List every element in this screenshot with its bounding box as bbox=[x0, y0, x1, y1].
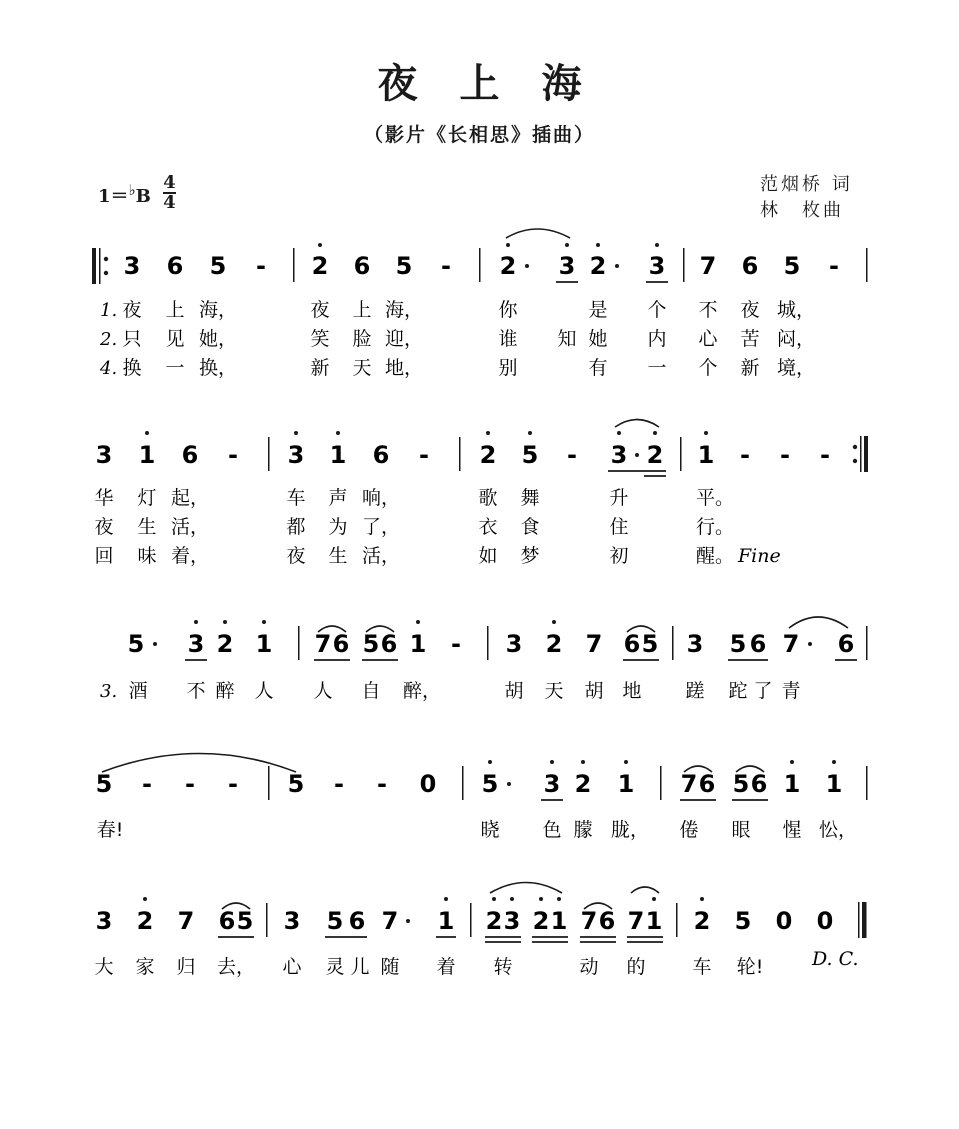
slur bbox=[789, 617, 848, 628]
lyrics-row-3 bbox=[100, 680, 801, 702]
lyric: 天 bbox=[544, 680, 564, 702]
lyric: 色 bbox=[542, 819, 562, 841]
lyric: 胡 bbox=[504, 680, 524, 702]
svg-text:-: - bbox=[377, 770, 387, 798]
lyric: 住 bbox=[609, 516, 629, 538]
lyric: 回 bbox=[94, 545, 114, 567]
lyrics-row-5 bbox=[94, 948, 858, 978]
flat-sign: ♭ bbox=[128, 181, 136, 199]
svg-text:5: 5 bbox=[641, 630, 659, 658]
svg-text:-: - bbox=[419, 441, 429, 469]
lyric: 笑 bbox=[310, 328, 330, 350]
lyric: 车 bbox=[286, 487, 306, 509]
repeat-start-sign bbox=[92, 248, 108, 284]
final-barline bbox=[858, 902, 867, 938]
measure-18 bbox=[284, 897, 456, 937]
lyric: 动 bbox=[579, 956, 599, 978]
lyric: 换 bbox=[122, 357, 142, 379]
lyric: 地 bbox=[622, 680, 642, 702]
svg-text:5: 5 bbox=[729, 630, 747, 658]
lyric: 活， bbox=[170, 516, 210, 538]
svg-text:3: 3 bbox=[686, 630, 704, 658]
lyric: 大 bbox=[94, 956, 114, 978]
lyric: 生 bbox=[137, 516, 157, 538]
barline bbox=[487, 626, 489, 660]
lyric: 眼 bbox=[731, 819, 751, 841]
svg-text:2: 2 bbox=[589, 252, 607, 280]
lyric: 转 bbox=[493, 956, 513, 978]
lyric: 一 bbox=[165, 357, 185, 379]
lyric: 换， bbox=[198, 357, 238, 379]
measure-17 bbox=[96, 897, 254, 937]
measure-19 bbox=[485, 883, 663, 943]
svg-text:2: 2 bbox=[545, 630, 563, 658]
svg-text:3: 3 bbox=[187, 630, 205, 658]
svg-text:7: 7 bbox=[314, 630, 332, 658]
lyric: 人 bbox=[254, 680, 274, 702]
svg-text:6: 6 bbox=[332, 630, 350, 658]
lyric: 醉， bbox=[402, 680, 442, 702]
barline bbox=[462, 766, 464, 800]
svg-text:-: - bbox=[567, 441, 577, 469]
lyric: 的 bbox=[626, 956, 646, 978]
lyric: 行。 bbox=[695, 516, 735, 538]
verse-number-4: 4. bbox=[100, 358, 118, 379]
measure-3 bbox=[500, 229, 668, 282]
svg-text:6: 6 bbox=[598, 907, 616, 935]
svg-text:2: 2 bbox=[693, 907, 711, 935]
svg-text:2: 2 bbox=[499, 252, 517, 280]
lyric: 食 bbox=[520, 516, 540, 538]
lyric: 朦 bbox=[573, 819, 593, 841]
svg-text:3: 3 bbox=[505, 630, 523, 658]
lyric: 醉 bbox=[215, 680, 235, 702]
lyric: 随 bbox=[380, 956, 400, 978]
barline bbox=[298, 626, 300, 660]
measure-8 bbox=[698, 431, 830, 469]
measure-5 bbox=[96, 431, 238, 469]
measure-4 bbox=[700, 252, 839, 280]
lyric: 夜 bbox=[94, 516, 114, 538]
lyric: 胡 bbox=[584, 680, 604, 702]
lyric: 春! bbox=[96, 819, 124, 841]
svg-text:3: 3 bbox=[287, 441, 305, 469]
lyric: 上 bbox=[352, 299, 372, 321]
lyric: 灵 bbox=[325, 956, 345, 978]
slur bbox=[615, 420, 659, 428]
svg-text:0: 0 bbox=[419, 770, 437, 798]
key-prefix: 1＝ bbox=[98, 186, 129, 207]
key-note: B bbox=[135, 186, 151, 207]
barline bbox=[672, 626, 674, 660]
lyric: 惺 bbox=[782, 819, 802, 841]
lyric: 青 bbox=[781, 680, 801, 702]
svg-text:6: 6 bbox=[348, 907, 366, 935]
measure-6 bbox=[288, 431, 429, 469]
lyric: 平。 bbox=[695, 487, 735, 509]
svg-text:7: 7 bbox=[680, 770, 698, 798]
lyric: 响， bbox=[361, 487, 401, 509]
barline bbox=[268, 437, 270, 471]
svg-text:6: 6 bbox=[698, 770, 716, 798]
svg-text:2: 2 bbox=[479, 441, 497, 469]
svg-text:5: 5 bbox=[783, 252, 801, 280]
svg-text:2: 2 bbox=[646, 441, 664, 469]
svg-text:1: 1 bbox=[409, 630, 427, 658]
svg-text:-: - bbox=[829, 252, 839, 280]
svg-text:5: 5 bbox=[362, 630, 380, 658]
lyric: 别 bbox=[498, 357, 518, 379]
measure-10 bbox=[314, 620, 461, 660]
lyric: 海， bbox=[384, 299, 424, 321]
barline bbox=[479, 248, 481, 282]
measure-7 bbox=[480, 420, 666, 477]
svg-text:1: 1 bbox=[617, 770, 635, 798]
song-title: 夜上海 bbox=[377, 60, 624, 107]
staff-row-5 bbox=[96, 883, 867, 943]
svg-text:2: 2 bbox=[574, 770, 592, 798]
lyric: 夜 bbox=[740, 299, 760, 321]
lyric: 儿 bbox=[350, 956, 370, 978]
svg-text:5: 5 bbox=[326, 907, 344, 935]
svg-text:3: 3 bbox=[95, 907, 113, 935]
lyric: 升 bbox=[609, 487, 629, 509]
svg-text:0: 0 bbox=[816, 907, 834, 935]
barline bbox=[660, 766, 662, 800]
lyric: 谁 bbox=[498, 328, 518, 350]
barline bbox=[266, 903, 268, 937]
lyric: 知 bbox=[557, 328, 577, 350]
measure-1 bbox=[124, 252, 266, 280]
svg-text:6: 6 bbox=[353, 252, 371, 280]
svg-text:6: 6 bbox=[218, 907, 236, 935]
lyric: 为 bbox=[328, 516, 348, 538]
svg-text:6: 6 bbox=[380, 630, 398, 658]
lyric: 心 bbox=[282, 956, 302, 978]
svg-text:2: 2 bbox=[485, 907, 503, 935]
lyrics-row-1 bbox=[99, 299, 815, 379]
measure-16 bbox=[680, 760, 842, 800]
measure-2 bbox=[312, 243, 451, 280]
lyric: 忪， bbox=[818, 819, 858, 841]
lyric: 闷， bbox=[776, 328, 816, 350]
lyric: 心 bbox=[698, 328, 718, 350]
svg-text:2: 2 bbox=[136, 907, 154, 935]
lyric: 胧， bbox=[610, 819, 650, 841]
svg-text:-: - bbox=[441, 252, 451, 280]
lyric: 她， bbox=[198, 328, 238, 350]
svg-text:5: 5 bbox=[521, 441, 539, 469]
svg-text:5: 5 bbox=[732, 770, 750, 798]
svg-text:7: 7 bbox=[699, 252, 717, 280]
lyric: 歌 bbox=[478, 487, 498, 509]
lyric: 都 bbox=[286, 516, 306, 538]
verse-number-2: 2. bbox=[100, 329, 118, 350]
svg-text:5: 5 bbox=[287, 770, 305, 798]
svg-text:2: 2 bbox=[216, 630, 234, 658]
svg-text:-: - bbox=[334, 770, 344, 798]
lyric: 上 bbox=[165, 299, 185, 321]
svg-text:5: 5 bbox=[734, 907, 752, 935]
measure-20 bbox=[694, 897, 834, 935]
lyric: 晓 bbox=[480, 819, 500, 841]
barline bbox=[293, 248, 295, 282]
barline bbox=[470, 903, 472, 937]
svg-text:3: 3 bbox=[503, 907, 521, 935]
lyric: 新 bbox=[310, 357, 330, 379]
svg-text:7: 7 bbox=[782, 630, 800, 658]
fine-marker: Fine bbox=[738, 545, 781, 567]
svg-text:6: 6 bbox=[741, 252, 759, 280]
lyric: 声 bbox=[328, 487, 348, 509]
svg-text:5: 5 bbox=[209, 252, 227, 280]
svg-text:-: - bbox=[256, 252, 266, 280]
svg-text:-: - bbox=[142, 770, 152, 798]
lyrics-row-2 bbox=[94, 487, 780, 567]
lyric: 着， bbox=[170, 545, 210, 567]
lyric: 迎， bbox=[384, 328, 424, 350]
svg-text:1: 1 bbox=[329, 441, 347, 469]
lyric: 酒 bbox=[128, 680, 148, 702]
svg-text:1: 1 bbox=[437, 907, 455, 935]
lyric: 衣 bbox=[478, 516, 498, 538]
lyric: 不 bbox=[186, 680, 206, 702]
svg-text:-: - bbox=[820, 441, 830, 469]
barline bbox=[676, 903, 678, 937]
lyric: 人 bbox=[313, 680, 333, 702]
dc-marker: D. C. bbox=[812, 948, 859, 970]
lyric: 车 bbox=[692, 956, 712, 978]
barline bbox=[866, 766, 868, 800]
barline bbox=[866, 626, 868, 660]
lyric: 内 bbox=[647, 328, 667, 350]
lyric: 倦 bbox=[679, 819, 699, 841]
lyric: 个 bbox=[698, 357, 718, 379]
svg-text:1: 1 bbox=[255, 630, 273, 658]
composer-credit: 林 枚曲 bbox=[760, 200, 844, 221]
lyric: 海， bbox=[198, 299, 238, 321]
svg-text:-: - bbox=[740, 441, 750, 469]
lyric: 城， bbox=[776, 299, 816, 321]
lyric: 活， bbox=[361, 545, 401, 567]
svg-text:6: 6 bbox=[749, 630, 767, 658]
lyric: 了 bbox=[753, 680, 773, 702]
lyric: 见 bbox=[165, 328, 185, 350]
slur bbox=[490, 883, 562, 894]
lyric: 夜 bbox=[286, 545, 306, 567]
lyric: 了， bbox=[361, 516, 401, 538]
svg-text:-: - bbox=[780, 441, 790, 469]
lyric: 自 bbox=[361, 680, 381, 702]
lyricist-credit: 范烟桥 词 bbox=[760, 174, 853, 195]
svg-text:5: 5 bbox=[481, 770, 499, 798]
measure-11 bbox=[506, 620, 659, 660]
lyric: 是 bbox=[588, 299, 608, 321]
barline bbox=[268, 766, 270, 800]
lyric: 生 bbox=[328, 545, 348, 567]
tie bbox=[102, 754, 296, 773]
svg-text:1: 1 bbox=[645, 907, 663, 935]
svg-text:2: 2 bbox=[532, 907, 550, 935]
measure-14 bbox=[288, 770, 437, 798]
lyric: 地， bbox=[384, 357, 424, 379]
svg-text:0: 0 bbox=[775, 907, 793, 935]
svg-text:6: 6 bbox=[181, 441, 199, 469]
lyric: 华 bbox=[94, 487, 114, 509]
repeat-end-sign bbox=[853, 436, 868, 472]
measure-12 bbox=[687, 617, 857, 660]
lyric: 蹉 bbox=[685, 680, 705, 702]
barline bbox=[683, 248, 685, 282]
lyric: 个 bbox=[647, 299, 667, 321]
svg-text:3: 3 bbox=[610, 441, 628, 469]
lyric: 不 bbox=[698, 299, 718, 321]
lyric: 你 bbox=[498, 299, 518, 321]
svg-text:6: 6 bbox=[623, 630, 641, 658]
svg-text:7: 7 bbox=[627, 907, 645, 935]
barline bbox=[866, 248, 868, 282]
staff-row-2 bbox=[96, 420, 868, 477]
svg-text:-: - bbox=[228, 770, 238, 798]
staff-row-1 bbox=[92, 229, 868, 284]
svg-text:1: 1 bbox=[783, 770, 801, 798]
lyric: 她 bbox=[588, 328, 608, 350]
svg-text:3: 3 bbox=[95, 441, 113, 469]
svg-text:3: 3 bbox=[558, 252, 576, 280]
measure-9 bbox=[128, 620, 273, 660]
lyric: 新 bbox=[740, 357, 760, 379]
svg-text:6: 6 bbox=[837, 630, 855, 658]
lyric: 只 bbox=[122, 328, 142, 350]
measure-13 bbox=[96, 770, 238, 798]
svg-text:3: 3 bbox=[123, 252, 141, 280]
slur bbox=[506, 229, 570, 238]
verse-number-3: 3. bbox=[100, 681, 118, 702]
lyric: 一 bbox=[647, 357, 667, 379]
barline bbox=[680, 437, 682, 471]
svg-text:-: - bbox=[228, 441, 238, 469]
song-subtitle: （影片《长相思》插曲） bbox=[363, 124, 595, 146]
svg-text:7: 7 bbox=[580, 907, 598, 935]
svg-text:6: 6 bbox=[750, 770, 768, 798]
svg-text:7: 7 bbox=[381, 907, 399, 935]
svg-text:1: 1 bbox=[138, 441, 156, 469]
staff-row-3 bbox=[128, 617, 868, 660]
svg-text:-: - bbox=[185, 770, 195, 798]
lyric: 家 bbox=[135, 956, 155, 978]
lyric: 灯 bbox=[137, 487, 157, 509]
lyric: 梦 bbox=[520, 545, 540, 567]
svg-text:7: 7 bbox=[177, 907, 195, 935]
lyric: 去， bbox=[216, 956, 256, 978]
svg-text:7: 7 bbox=[585, 630, 603, 658]
svg-text:2: 2 bbox=[311, 252, 329, 280]
svg-text:5: 5 bbox=[95, 770, 113, 798]
svg-text:5: 5 bbox=[236, 907, 254, 935]
lyric: 夜 bbox=[310, 299, 330, 321]
svg-text:1: 1 bbox=[550, 907, 568, 935]
lyric: 有 bbox=[588, 357, 608, 379]
svg-text:5: 5 bbox=[395, 252, 413, 280]
barline bbox=[459, 437, 461, 471]
svg-text:1: 1 bbox=[825, 770, 843, 798]
svg-text:6: 6 bbox=[372, 441, 390, 469]
lyric: 天 bbox=[352, 357, 372, 379]
time-sig-top: 4 bbox=[163, 172, 176, 193]
lyric: 脸 bbox=[352, 328, 372, 350]
lyric: 如 bbox=[478, 545, 498, 567]
lyric: 境， bbox=[776, 357, 816, 379]
svg-text:6: 6 bbox=[166, 252, 184, 280]
lyric: 着 bbox=[436, 956, 456, 978]
lyrics-row-4 bbox=[97, 819, 857, 841]
lyric: 跎 bbox=[728, 680, 748, 702]
time-sig-bottom: 4 bbox=[163, 192, 176, 213]
lyric: 轮! bbox=[736, 956, 764, 978]
slur bbox=[631, 887, 659, 893]
lyric: 舞 bbox=[520, 487, 540, 509]
svg-text:3: 3 bbox=[543, 770, 561, 798]
svg-text:5: 5 bbox=[127, 630, 145, 658]
svg-text:-: - bbox=[451, 630, 461, 658]
svg-text:3: 3 bbox=[648, 252, 666, 280]
lyric: 味 bbox=[137, 545, 157, 567]
lyric: 初 bbox=[609, 545, 629, 567]
svg-text:1: 1 bbox=[697, 441, 715, 469]
lyric: 醒。 bbox=[695, 545, 735, 567]
verse-number-1: 1. bbox=[100, 300, 118, 321]
lyric: 夜 bbox=[122, 299, 142, 321]
staff-row-4 bbox=[96, 754, 868, 801]
measure-15 bbox=[482, 760, 635, 800]
lyric: 苦 bbox=[740, 328, 760, 350]
lyric: 起， bbox=[170, 487, 210, 509]
svg-text:3: 3 bbox=[283, 907, 301, 935]
lyric: 归 bbox=[176, 956, 196, 978]
